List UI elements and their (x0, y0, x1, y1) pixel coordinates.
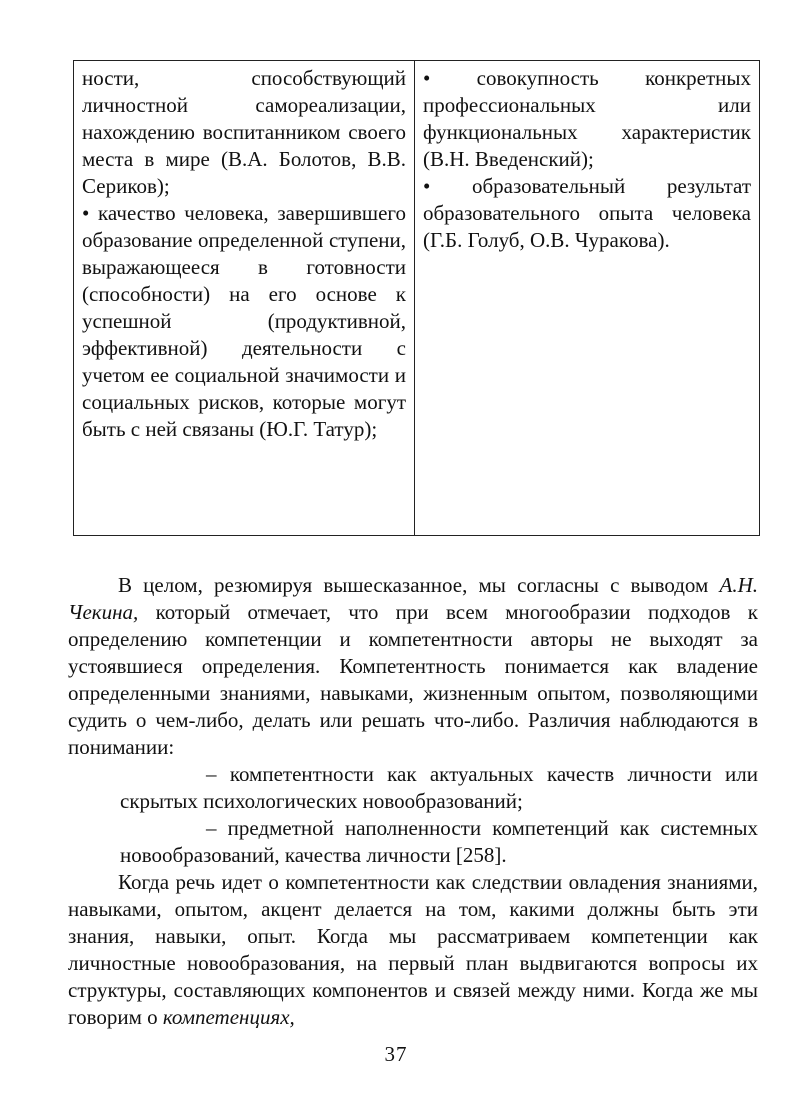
paragraph-2 (68, 869, 758, 1031)
paragraph-1 (68, 572, 758, 761)
definitions-table (73, 60, 760, 536)
paragraph-2-start: Когда речь идет о компетентности как следствии овладения знаниями, навыками, опытом, акцент делается на том, какими должны быть эти знания, навыки, опыт. Когда мы рассматриваем компетенции как личностные новообразования, на первый план выдвигаются вопросы их структуры, составляющих компонентов и связей между ними. Когда же мы говорим о (68, 870, 758, 1029)
paragraph-2-italic: компетенциях, (162, 1005, 295, 1029)
table-left-item-2: • качество человека, завершившего образование определенной ступени, выражающееся в готовности (способности) на его основе к успешной (продуктивной, эффективной) деятельности с учетом ее социальной значимости и социальных рисков, которые могут быть с ней связаны (Ю.Г. Татур); (82, 201, 406, 441)
main-text (68, 572, 758, 1031)
paragraph-1-rest: который отмечает, что при всем многообразии подходов к определению компетенции и компетентности авторы не выходят за устоявшиеся определения. Компетентность понимается как владение определенными знаниями, навыками, жизненным опытом, позволяющими судить о чем-либо, делать или решать что-либо. Различия наблюдаются в понимании: (68, 600, 758, 759)
list-item-text: – компетентности как актуальных качеств личности или скрытых психологических новообразований; (120, 762, 758, 813)
table-left-item-1: ности, способствующий личностной самореализации, нахождению воспитанником своего места в мире (В.А. Болотов, В.В. Сериков); (82, 66, 406, 198)
table-right-item-2: • образовательный результат образовательного опыта человека (Г.Б. Голуб, О.В. Чуракова). (423, 174, 751, 252)
page-number: 37 (384, 1042, 408, 1066)
list-item-text: – предметной наполненности компетенций как системных новообразований, качества личности [258]. (120, 816, 758, 867)
list-item (68, 761, 758, 815)
author-reference: А.Н. Чекина, (68, 573, 758, 624)
table-right-column (415, 61, 759, 535)
table-right-item-1: • совокупность конкретных профессиональных или функциональных характеристик (В.Н. Введенский); (423, 66, 751, 171)
table-left-column (74, 61, 415, 535)
list-item (68, 815, 758, 869)
paragraph-1-start: В целом, резюмируя вышесказанное, мы согласны с выводом (118, 573, 709, 597)
